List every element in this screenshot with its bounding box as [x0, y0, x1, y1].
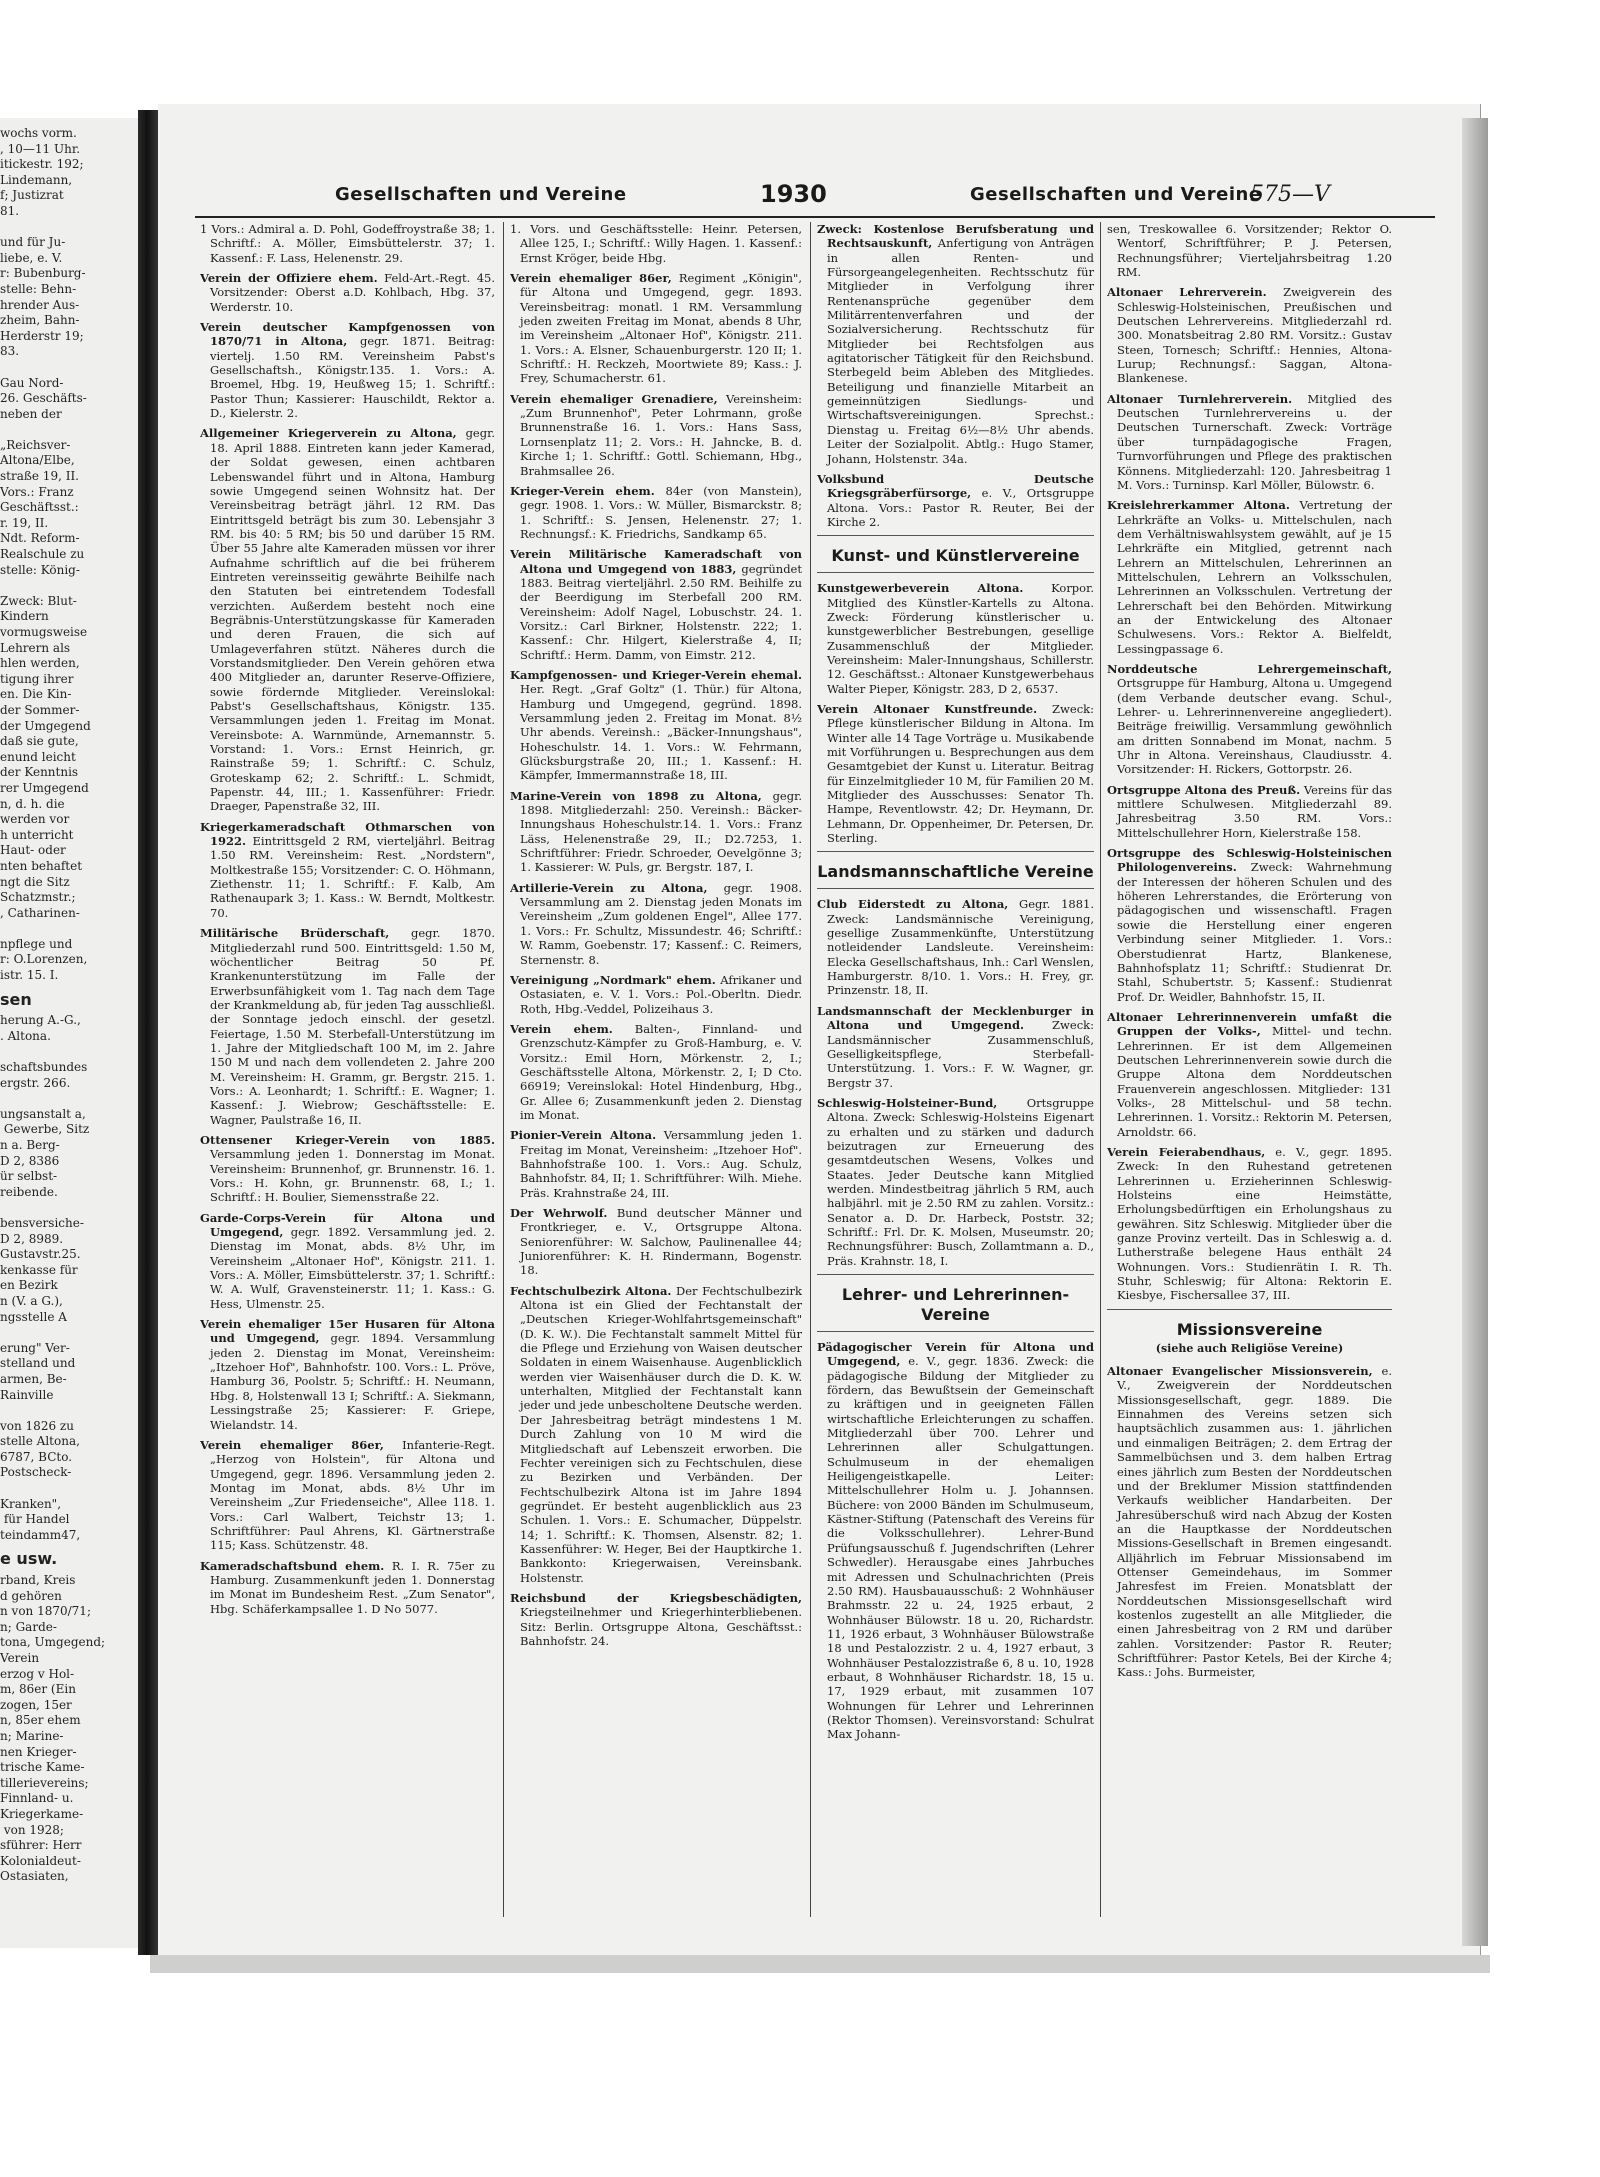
directory-entry: Ottensener Krieger-Verein von 1885. Versammlung jeden 1. Donnerstag im Monat. Vereinsheim: Brunnenhof, gr. Brunnenstr. 16. 1. Vors.: H. Kohn, gr. Brunnenstr. 68, I.; 1. Schriftf.: H. Boulier, Siemensstraße 22. — [200, 1132, 495, 1205]
directory-entry: Verein Altonaer Kunstfreunde. Zweck: Pflege künstlerischer Bildung in Altona. Im Winter alle 14 Tage Vorträge u. Musikabende mit Vorführungen u. Besprechungen aus dem Gesamtgebiet der Kunst u. Literatur. Beitrag für Einzelmitglieder 10 M, für Familien 20 M. Mitglieder des Ausschusses: Senator Th. Hampe, Reventlowstr. 42; Dr. Heymann, Dr. Lehmann, Dr. Oppenheimer, Dr. Petersen, Dr. Sterling. — [817, 701, 1094, 846]
directory-entry: 1. Vors. und Geschäftsstelle: Heinr. Petersen, Allee 125, I.; Schriftf.: Willy Hagen. 1. Kassenf.: Ernst Kröger, beide Hbg. — [510, 222, 802, 265]
left-page-heading: sen — [0, 989, 32, 1009]
section-rule — [1107, 1309, 1392, 1310]
directory-entry: Marine-Verein von 1898 zu Altona, gegr. 1898. Mitgliederzahl: 250. Vereinsh.: Bäcker-Innungshaus Hoheschulstr.14. 1. Vors.: Franz Läss, Helenenstraße 29, II.; D2.7253, 1. Schriftführer: Friedr. Schroeder, Oevelgönne 3; 1. Kassierer: W. Puls, gr. Bergstr. 187, I. — [510, 788, 802, 875]
directory-entry: Volksbund Deutsche Kriegsgräberfürsorge, e. V., Ortsgruppe Altona. Vors.: Pastor R. Reuter, Bei der Kirche 2. — [817, 471, 1094, 529]
directory-entry: Krieger-Verein ehem. 84er (von Manstein), gegr. 1908. 1. Vors.: W. Müller, Bismarckstr. 8; 1. Schriftf.: S. Jensen, Helenenstr. 27; 1. Rechnungsf.: K. Friedrichs, Sandkamp 65. — [510, 483, 802, 541]
left-page-text: wochs vorm. , 10—11 Uhr. itickestr. 192; Lindemann, f; Justizrat 81. und für Ju- liebe, e. V. r: Bubenburg- stelle: Behn- hrender Aus- zheim, Bahn- Herderstr 19; 83. Gau Nord- 26. Geschäfts- neben der „Reichsver- Altona/Elbe, straße 19, II. Vors.: Franz Geschäftsst.: r. 19, II. Ndt. Reform- Realschule zu stelle: König- Zweck: Blut- Kindern vormugsweise Lehrern als hlen werden, tigung ihrer en. Die Kin- der Sommer- der Umgegend daß sie gute, enund leicht der Kenntnis rer Umgegend n, d. h. die werden vor h unterricht Haut- oder nten behaftet ngt die Sitz Schatzmstr.; , Catharinen- npflege und r: O.Lorenzen, istr. 15. I. sen herung A.-G., . Altona. schaftsbundes ergstr. 266. ungsanstalt a, Gewerbe, Sitz n a. Berg- D 2, 8386 ür selbst- reibende. bensversiche- D 2, 8989. Gustavstr.25. kenkasse für en Bezirk n (V. a G.), ngsstelle A erung" Ver- stelland und armen, Be- Rainville von 1826 zu stelle Altona, 6787, BCto. Postscheck- Kranken", für Handel teindamm47, e usw. rband, Kreis d gehören n von 1870/71; n; Garde- tona, Umgegend; Verein erzog v Hol- m, 86er (Ein zogen, 15er n, 85er ehem n; Marine- nen Krieger- trische Kame- tillerievereins; Finnland- u. Kriegerkame- von 1928; sführer: Herr Kolonialdeut- Ostasiaten, — [0, 126, 128, 1885]
directory-entry: sen, Treskowallee 6. Vorsitzender; Rektor O. Wentorf, Schriftführer; P. J. Petersen, Rechnungsführer; Vierteljahrsbeitrag 1.20 RM. — [1107, 222, 1392, 280]
header-left-title: Gesellschaften und Vereine — [335, 184, 627, 205]
section-rule — [817, 1331, 1094, 1332]
directory-entry: Landsmannschaft der Mecklenburger in Altona und Umgegend. Zweck: Landsmännischer Zusammenschluß, Geselligkeitspflege, Sterbefall-Unterstützung. 1. Vors.: F. W. Wagner, gr. Bergstr 37. — [817, 1003, 1094, 1090]
column-divider — [1100, 222, 1101, 1917]
directory-entry: Kunstgewerbeverein Altona. Korpor. Mitglied des Künstler-Kartells zu Altona. Zweck: Förderung künstlerischer u. kunstgewerblicher Bestrebungen, gesellige Zusammenschluß der Mitglieder. Vereinsheim: Maler-Innungshaus, Schillerstr. 12. Geschäftsst.: Altonaer Kunstgewerbehaus Walter Pieper, Königstr. 283, D 2, 6537. — [817, 581, 1094, 696]
directory-entry: Vereinigung „Nordmark" ehem. Afrikaner und Ostasiaten, e. V. 1. Vors.: Pol.-Oberltn. Diedr. Roth, Hbg.-Veddel, Polizeihaus 3. — [510, 972, 802, 1016]
directory-entry: Kameradschaftsbund ehem. R. I. R. 75er zu Hamburg. Zusammenkunft jeden 1. Donnerstag im Monat im Bundesheim Rest. „Zum Senator", Hbg. Schäferkampsallee 1. D No 5077. — [200, 1558, 495, 1616]
left-page-edge — [0, 118, 138, 1948]
directory-entry: Verein der Offiziere ehem. Feld-Art.-Regt. 45. Vorsitzender: Oberst a.D. Kohlbach, Hbg. 37, Werderstr. 10. — [200, 271, 495, 314]
header-right-title: Gesellschaften und Vereine — [970, 184, 1262, 205]
section-rule — [817, 535, 1094, 536]
section-rule — [817, 572, 1094, 573]
section-subheading: (siehe auch Religiöse Vereine) — [1155, 1341, 1344, 1355]
directory-entry: Altonaer Lehrerinnenverein umfaßt die Gruppen der Volks-, Mittel- und techn. Lehrerinnen. Er ist dem Allgemeinen Deutschen Lehrerinnenverein sowie durch die Gruppe Altona dem Norddeutschen Frauenverein angeschlossen. Mitglieder: 131 Volks-, 28 Mittelschul- und 58 techn. Lehrerinnen. 1. Vorsitz.: Rektorin M. Petersen, Arnoldstr. 66. — [1107, 1009, 1392, 1139]
directory-entry: Militärische Brüderschaft, gegr. 1870. Mitgliederzahl rund 500. Eintrittsgeld: 1.50 M, wöchentlicher Beitrag 50 Pf. Krankenunterstützung im Falle der Erwerbsunfähigkeit vom 1. Tag nach dem Tage der Krankmeldung ab, für jeden Tag ausschließl. der Sonntage jedoch einschl. der gesetzl. Feiertage, 1.50 M. Sterbefall-Unterstützung im 1. Jahre der Mitgliedschaft 100 M, im 2. Jahre 150 M und nach dem vollendeten 2. Jahre 200 M. Vereinsheim: H. Gramm, gr. Bergstr. 215. 1. Vors.: A. Leonhardt; 1. Schriftf.: E. Wagner; 1. Kassenf.: J. Wiebrow; Geschäftsstelle: E. Wagner, Paulstraße 16, II. — [200, 926, 495, 1127]
directory-entry: Reichsbund der Kriegsbeschädigten, Kriegsteilnehmer und Kriegerhinterbliebenen. Sitz: Berlin. Ortsgruppe Altona, Geschäftsst.: Bahnhofstr. 24. — [510, 1590, 802, 1648]
directory-entry: Verein ehemaliger 86er, Regiment „Königin", für Altona und Umgegend, gegr. 1893. Vereinsbeitrag: monatl. 1 RM. Versammlung jeden zweiten Freitag im Monat, abends 8 Uhr, im Vereinsheim „Altonaer Hof", Königstr. 211. 1. Vors.: A. Elsner, Schauenburgerstr. 120 II; 1. Schriftf.: H. Reckzeh, Moortwiete 89; Kass.: J. Frey, Schumacherstr. 61. — [510, 271, 802, 386]
directory-entry: Club Eiderstedt zu Altona, Gegr. 1881. Zweck: Landsmännische Vereinigung, gesellige Zusammenkünfte, Unterstützung notleidender Landsleute. Vereinsheim: Elecka Gesellschaftshaus, Inh.: Carl Wenslen, Hamburgerstr. 8/10. 1. Vors.: H. Frey, gr. Prinzenstr. 18, II. — [817, 897, 1094, 998]
section-rule — [817, 888, 1094, 889]
directory-entry: Verein Militärische Kameradschaft von Altona und Umgegend von 1883, gegründet 1883. Beitrag vierteljährl. 2.50 RM. Beihilfe zu der Beerdigung im Sterbefall 200 RM. Vereinsheim: Adolf Nagel, Lobuschstr. 24. 1. Vorsitz.: Carl Birkner, Holstenstr. 222; 1. Kassenf.: Chr. Hilgert, Kielerstraße 4, II; Schriftf.: Herm. Damm, von Eimstr. 212. — [510, 547, 802, 662]
directory-entry: Ortsgruppe des Schleswig-Holsteinischen Philologenvereins. Zweck: Wahrnehmung der Interessen der höheren Schulen und des höheren Lehrerstandes, die Erörterung von pädagogischen und wissenschaftl. Fragen sowie die Herstellung einer engeren Verbindung seiner Mitglieder. 1. Vors.: Oberstudienrat Hartz, Blankenese, Bahnhofsplatz 11; Schriftf.: Studienrat Dr. Stahl, Schubertstr. 5; Kassenf.: Studienrat Prof. Dr. Weidler, Bahnhofstr. 15, II. — [1107, 846, 1392, 1004]
book-gutter — [138, 110, 160, 1955]
directory-entry: Verein ehemaliger 86er, Infanterie-Regt. „Herzog von Holstein", für Altona und Umgegend, gegr. 1896. Versammlung jeden 2. Montag im Monat, abds. 8½ Uhr im Vereinsheim „Zur Friedenseiche", Allee 118. 1. Vors.: Carl Walbert, Teichstr 13; 1. Schriftführer: Paul Ahrens, Kl. Gärtnerstraße 115; Kass. Schützenstr. 48. — [200, 1437, 495, 1553]
column-4 — [1107, 222, 1392, 1917]
section-rule — [817, 1274, 1094, 1275]
directory-entry: Garde-Corps-Verein für Altona und Umgegend, gegr. 1892. Versammlung jed. 2. Dienstag im Monat, abds. 8½ Uhr, im Vereinsheim „Altonaer Hof", Königstr. 211. 1. Vors.: A. Möller, Eimsbüttelerstr. 37; 1. Schriftf.: W. A. Wulf, Gravensteinerstr. 11; 1. Kass.: G. Hess, Ulmenstr. 25. — [200, 1210, 495, 1311]
directory-entry: Pädagogischer Verein für Altona und Umgegend, e. V., gegr. 1836. Zweck: die pädagogische Bildung der Mitglieder zu fördern, das Bewußtsein der Gemeinschaft zu kräftigen und in geeigneten Fällen wirtschaftliche Erleichterungen zu schaffen. Mitgliederzahl über 700. Lehrer und Lehrerinnen aller Schulgattungen. Schulmuseum in der ehemaligen Heiligengeistkapelle. Leiter: Mittelschullehrer Holm u. J. Johannsen. Büchere: von 2000 Bänden im Schulmuseum, Kästner-Stiftung (Patenschaft des Vereins für die Volksschullehrer). Lehrer-Bund Prüfungsausschuß f. Jugendschriften (Lehrer Schwedler). Herausgabe eines Jahrbuches mit Adressen und Schulnachrichten (Preis 2.50 RM). Hausbauausschuß: 2 Wohnhäuser Brahmsstr. 22 u. 24, 1925 erbaut, 2 Wohnhäuser Bülowstr. 18 u. 20, Richardstr. 11, 1926 erbaut, 3 Wohnhäuser Bülowstraße 18 und Pestalozzistr. 2 u. 4, 1927 erbaut, 3 Wohnhäuser Pestalozzistraße 6, 8 u. 10, 1928 erbaut, 8 Wohnhäuser Richardstr. 18, 15 u. 17, 1929 erbaut, mit zusammen 107 Wohnungen für Lehrer und Lehrerinnen (Rektor Thomsen). Vereinsvorstand: Schulrat Max Johann- — [817, 1340, 1094, 1742]
directory-entry: Verein deutscher Kampfgenossen von 1870/71 in Altona, gegr. 1871. Beitrag: viertelj. 1.50 RM. Vereinsheim Pabst's Gesellschaftsh., Königstr.135. 1. Vors.: A. Broemel, Hbg. 19, Heußweg 15; 1. Schriftf.: Pastor Thun; Kassierer: Hauschildt, Rektor a. D., Kielerstr. 2. — [200, 320, 495, 421]
page-edge-shadow — [1462, 118, 1488, 1946]
directory-entry: Norddeutsche Lehrergemeinschaft, Ortsgruppe für Hamburg, Altona u. Umgegend (dem Verbande deutscher evang. Schul-, Lehrer- u. Lehrerinnenvereine angegliedert). Beiträge freiwillig. Versammlung gewöhnlich am dritten Sonnabend im Monat, nachm. 5 Uhr in Altona. Vereinshaus, Claudiusstr. 4. Vorsitzender: H. Rickers, Gottorpstr. 26. — [1107, 661, 1392, 777]
column-3 — [817, 222, 1094, 1917]
directory-entry: Ortsgruppe Altona des Preuß. Vereins für das mittlere Schulwesen. Mitgliederzahl 89. Jahresbeitrag 3.50 RM. Vors.: Mittelschullehrer Horn, Kielerstraße 158. — [1107, 782, 1392, 840]
directory-entry: Artillerie-Verein zu Altona, gegr. 1908. Versammlung am 2. Dienstag jeden Monats im Vereinsheim „Zum goldenen Engel", Allee 177. 1. Vors.: Fr. Schultz, Missundestr. 46; Schriftf.: W. Ramm, Goebenstr. 17; Kassenf.: C. Reimers, Sternenstr. 8. — [510, 880, 802, 967]
directory-entry: Der Wehrwolf. Bund deutscher Männer und Frontkrieger, e. V., Ortsgruppe Altona. Seniorenführer: W. Salchow, Paulinenallee 44; Juniorenführer: K. H. Rindermann, Bogenstr. 18. — [510, 1206, 802, 1278]
section-heading: Kunst- und Künstlervereine — [831, 546, 1080, 566]
section-heading: Lehrer- und Lehrerinnen-Vereine — [841, 1285, 1070, 1324]
directory-entry: Fechtschulbezirk Altona. Der Fechtschulbezirk Altona ist ein Glied der Fechtanstalt der „Deutschen Krieger-Wohlfahrtsgemeinschaft" (D. K. W.). Die Fechtanstalt sammelt Mittel für die Pflege und Erziehung von Waisen deutscher Soldaten in einem Waisenhause. Augenblicklich werden vier Waisenhäuser durch die D. K. W. unterhalten, Mitglied der Fechtanstalt kann jeder und jede unbescholtene Deutsche werden. Der Jahresbeitrag beträgt mindestens 1 M. Durch Zahlung von 10 M wird die Mitgliedschaft auf Lebenszeit erworben. Die Fechter vereinigen sich zu Fechtschulen, diese zu Bezirken und Verbänden. Der Fechtschulbezirk Altona ist im Jahre 1894 gegründet. Er besteht augenblicklich aus 23 Schulen. 1. Vors.: E. Schumacher, Düppelstr. 14; 1. Schriftf.: K. Thomsen, Alsenstr. 82; 1. Kassenführer: W. Heger, Bei der Hauptkirche 1. Bankkonto: Kriegerwaisen, Vereinsbank. Holstenstr. — [510, 1283, 802, 1585]
directory-entry: Schleswig-Holsteiner-Bund, Ortsgruppe Altona. Zweck: Schleswig-Holsteins Eigenart zu erhalten und zu stärken und dadurch beizutragen zur Erneuerung des gesamtdeutschen Wesens, Volkes und Staates. Jeder Deutsche kann Mitglied werden. Mindestbeitrag jährlich 5 RM, auch halbjährl. mit je 2.50 RM zu zahlen. Vorsitz.: Senator a. D. Dr. Harbeck, Poststr. 32; Schriftf.: Frl. Dr. K. Molsen, Museumstr. 20; Rechnungsführer: Busch, Zollamtmann a. D., Präs. Krahnstr. 18, I. — [817, 1095, 1094, 1268]
column-divider — [810, 222, 811, 1917]
directory-entry: Altonaer Evangelischer Missionsverein, e. V., Zweigverein der Norddeutschen Missionsgesellschaft, gegr. 1889. Die Einnahmen des Vereins setzen sich hauptsächlich zusammen aus: 1. jährlichen und einmaligen Beiträgen; 2. dem Ertrag der Sammelbüchsen und 3. dem halben Ertrag eines jährlich zum Besten der Norddeutschen und der Breklumer Mission stattfindenden Verkaufs weiblicher Handarbeiten. Der Jahresüberschuß wird nach Abzug der Kosten an die Hauptkasse der Norddeutschen Missions-Gesellschaft in Bremen eingesandt. Alljährlich im Februar Missionsabend im Ottenser Gemeindehaus, im Sommer Jahresfest im Freien. Monatsblatt der Norddeutschen Missionsgesellschaft wird kostenlos zugestellt an alle Mitglieder, die einen Jahresbeitrag von 2 RM und darüber zahlen. Vorsitzender: Pastor R. Reuter; Schriftführer: Pastor Ketels, Bei der Kirche 4; Kass.: Johs. Burmeister, — [1107, 1364, 1392, 1680]
directory-entry: Verein Feierabendhaus, e. V., gegr. 1895. Zweck: In den Ruhestand getretenen Lehrerinnen u. Erzieherinnen Schleswig-Holsteins eine Heimstätte, Erholungsbedürftigen ein Erholungshaus zu gewähren. Sitz Schleswig. Mitglieder über die ganze Provinz verteilt. Das in Schleswig a. d. Lutherstraße belegene Haus enthält 24 Wohnungen. Vors.: Studienrätin I. R. Th. Stuhr, Schleswig; für Altona: Rektorin E. Kiesbye, Fischersallee 37, III. — [1107, 1144, 1392, 1303]
directory-entry: Allgemeiner Kriegerverein zu Altona, gegr. 18. April 1888. Eintreten kann jeder Kamerad, der Soldat gewesen, einen achtbaren Lebenswandel führt und in Altona, Hamburg sowie Umgegend seinen Wohnsitz hat. Der Vereinsbeitrag beträgt jährl. 12 RM. Das Eintrittsgeld beträgt bis zum 30. Lebensjahr 3 RM. bis 40: 5 RM; bis 50 und darüber 15 RM. Über 55 Jahre alte Kameraden müssen vor ihrer Aufnahme schriftlich auf die bei früherem Eintreten vereinsseitig gewährte Beihilfe nach den Statuten bei eintretendem Todesfall verzichten. Außerdem besteht noch eine Begräbnis-Unterstützungskasse für Kameraden und deren Frauen, die sich auf Umlageverfahren stützt. Näheres durch die Vorstandsmitglieder. Den Verein gehören etwa 400 Mitglieder an, darunter Reserve-Offiziere, sowie fördernde Mitglieder. Vereinslokal: Pabst's Gesellschaftshaus, Königstr. 135. Versammlungen jeden 1. Freitag im Monat. Vereinsbote: A. Warnmünde, Arnemannstr. 5. Vorstand: 1. Vors.: Ernst Heinrich, gr. Rainstraße 59; 1. Schriftf.: C. Schulz, Groteskamp 62; 2. Schriftf.: L. Schmidt, Papenstr. 44, III.; 1. Kassenführer: Friedr. Draeger, Papenstraße 32, III. — [200, 426, 495, 814]
directory-entry: Pionier-Verein Altona. Versammlung jeden 1. Freitag im Monat, Vereinsheim: „Itzehoer Hof". Bahnhofstraße 100. 1. Vors.: Aug. Schulz, Bahnhofstr. 84, II; 1. Schriftführer: Wilh. Miehe. Präs. Krahnstraße 24, III. — [510, 1128, 802, 1200]
section-heading: Landsmannschaftliche Vereine — [817, 862, 1094, 882]
column-1 — [200, 222, 495, 1917]
directory-entry: Altonaer Turnlehrerverein. Mitglied des Deutschen Turnlehrervereins u. der Deutschen Turnerschaft. Zweck: Vorträge über turnpädagogische Fragen, Turnvorführungen und Pflege des praktischen Könnens. Mitgliederzahl: 120. Jahresbeitrag 1 M. Vors.: Turninsp. Karl Möller, Bülowstr. 6. — [1107, 391, 1392, 492]
directory-entry: Verein ehemaliger 15er Husaren für Altona und Umgegend, gegr. 1894. Versammlung jeden 2. Dienstag im Monat, Vereinsheim: „Itzehoer Hof", Bahnhofstr. 100. Vors.: L. Pröve, Hamburg 36, Poolstr. 5; Schriftf.: H. Neumann, Hbg. 8, Holstenwall 13 I; Schriftf.: A. Siekmann, Lessingstraße 25; Kassierer: F. Griepe, Wielandstr. 14. — [200, 1317, 495, 1432]
column-divider — [503, 222, 504, 1917]
page-number: 575—V — [1250, 182, 1330, 207]
column-2 — [510, 222, 802, 1917]
directory-entry: Kreislehrerkammer Altona. Vertretung der Lehrkräfte an Volks- u. Mittelschulen, nach dem Verhältniswahlsystem gewählt, auf je 15 Lehrkräfte ein Mitglied, getrennt nach Lehrern an Mittelschulen, Lehrerinnen an Mittelschulen, Lehrern an Volksschulen, Lehrerinnen an Volksschulen. Vertretung der Lehrerschaft bei den Behörden. Mitwirkung an der Entwickelung des Altonaer Schulwesens. Vors.: Rektor A. Bielfeldt, Lessingpassage 6. — [1107, 498, 1392, 656]
directory-entry: Altonaer Lehrerverein. Zweigverein des Schleswig-Holsteinischen, Preußischen und Deutschen Lehrervereins. Mitgliederzahl rd. 300. Monatsbeitrag 2.80 RM. Vorsitz.: Gustav Steen, Tornesch; Schriftf.: Hennies, Altona-Lurup; Rechnungsf.: Saggan, Altona-Blankenese. — [1107, 285, 1392, 386]
directory-entry: Kriegerkameradschaft Othmarschen von 1922. Eintrittsgeld 2 RM, vierteljährl. Beitrag 1.50 RM. Vereinsheim: Rest. „Nordstern", Moltkestraße 155; Vorsitzender: C. O. Höhmann, Ziethenstr. 11; 1. Schriftf.: F. Kalb, Am Rathenaupark 3; 1. Kass.: W. Berndt, Moltkestr. 70. — [200, 819, 495, 920]
page-header — [195, 180, 1435, 218]
directory-entry: Verein ehem. Balten-, Finnland- und Grenzschutz-Kämpfer zu Groß-Hamburg, e. V. Vorsitz.: Emil Horn, Mörkenstr. 2, I.; Geschäftsstelle Altona, Mörkenstr. 2, I; D Cto. 66919; Vereinslokal: Hotel Hindenburg, Hbg., Gr. Allee 6; Zusammenkunft jeden 2. Dienstag im Monat. — [510, 1021, 802, 1122]
directory-entry: Kampfgenossen- und Krieger-Verein ehemal. Her. Regt. „Graf Goltz" (1. Thür.) für Altona, Hamburg und Umgegend, gegründ. 1898. Versammlung jeden 2. Freitag im Monat. 8½ Uhr abends. Vereinsh.: „Bäcker-Innungshaus", Hoheschulstr. 14. 1. Vors.: W. Fehrmann, Glücksburgstraße 20, III.; 1. Kassenf.: H. Kämpfer, Immermannstraße 18, III. — [510, 667, 802, 783]
page-bottom-edge — [150, 1955, 1490, 1973]
directory-entry: Zweck: Kostenlose Berufsberatung und Rechtsauskunft, Anfertigung von Anträgen in allen Renten- und Fürsorgeangelegenheiten. Rechtsschutz für Mitglieder in Verfolgung ihrer Rentenansprüche gegenüber dem Militärrentenverfahren und der Sozialversicherung. Rechtsschutz für Mitglieder bei Rechtsfolgen aus agitatorischer Tätigkeit für den Reichsbund. Sterbegeld beim Ableben des Mitgliedes. Beteiligung und finanzielle Mitarbeit an gemeinnützigen Siedlungs- und Wirtschaftsvereinigungen. Sprechst.: Dienstag u. Freitag 6½—8½ Uhr abends. Leiter der Sozialpolit. Abtlg.: Hugo Stamer, Johann, Holstenstr. 34a. — [817, 222, 1094, 466]
directory-entry: Verein ehemaliger Grenadiere, Vereinsheim: „Zum Brunnenhof", Peter Lohrmann, große Brunnenstraße 16. 1. Vors.: Hans Sass, Lornsenplatz 11; 2. Vors.: H. Jahncke, B. d. Kirche 1; 1. Schriftf.: Gottl. Schiemann, Hbg., Brahmsallee 26. — [510, 391, 802, 478]
header-year: 1930 — [760, 180, 827, 208]
section-rule — [817, 851, 1094, 852]
left-page-heading-2: e usw. — [0, 1549, 58, 1569]
directory-entry: 1 Vors.: Admiral a. D. Pohl, Godeffroystraße 38; 1. Schriftf.: A. Möller, Eimsbüttelerstr. 37; 1. Kassenf.: F. Lass, Helenenstr. 29. — [200, 222, 495, 265]
section-heading: Missionsvereine — [1176, 1319, 1323, 1339]
